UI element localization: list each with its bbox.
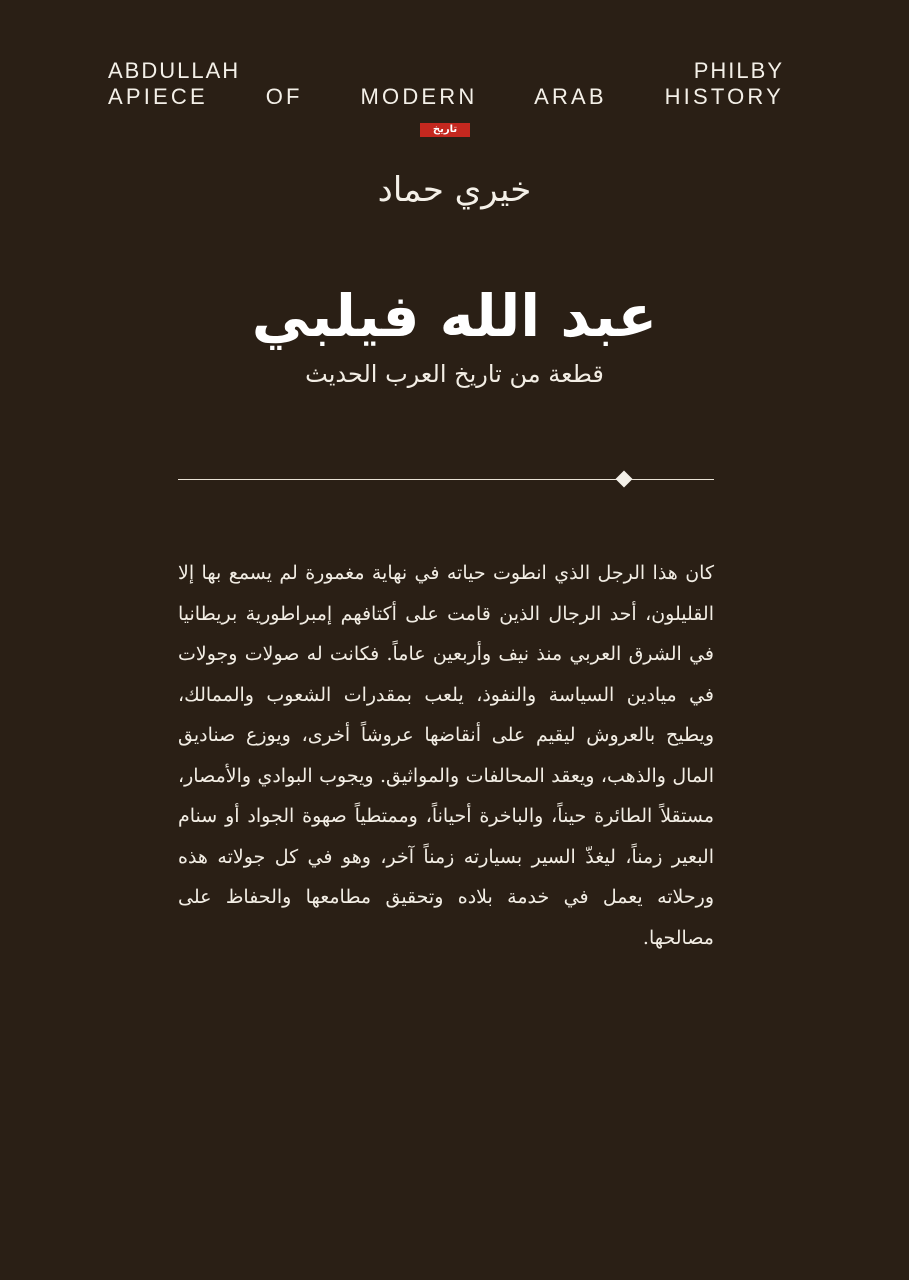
english-title-line1: ABDULLAH PHILBY — [108, 58, 784, 83]
book-title: عبد الله فيلبي — [251, 282, 658, 350]
divider-line — [178, 479, 714, 480]
english-title-line2: APIECE OF MODERN ARAB HISTORY — [108, 84, 784, 109]
book-subtitle: قطعة من تاريخ العرب الحديث — [305, 360, 604, 388]
author-name: خيري حماد — [377, 170, 532, 210]
divider — [178, 470, 714, 490]
divider-diamond-ornament — [616, 471, 633, 488]
blurb-paragraph: كان هذا الرجل الذي انطوت حياته في نهاية مغمورة لم يسمع بها إلا القليلون، أحد الرجال الذين قامت على أكتافهم إمبراطورية بريطانيا في الشرق العربي منذ نيف وأربعين عاماً. فكانت له صولات وجولات في ميادين السياسة والنفوذ، يلعب بمقدرات الشعوب والممالك، ويطيح بالعروش ليقيم على أنقاضها عروشاً أخرى، ويوزع صناديق المال والذهب، ويعقد المحالفات والمواثيق. ويجوب البوادي والأمصار، مستقلاً الطائرة حيناً، والباخرة أحياناً، وممتطياً صهوة الجواد أو سنام البعير زمناً، ليغذّ السير بسيارته زمناً آخر، وهو في كل جولاته هذه ورحلاته يعمل في خدمة بلاده وتحقيق مطامعها والحفاظ على مصالحها. — [178, 562, 714, 949]
category-badge: تاريخ — [420, 123, 470, 137]
